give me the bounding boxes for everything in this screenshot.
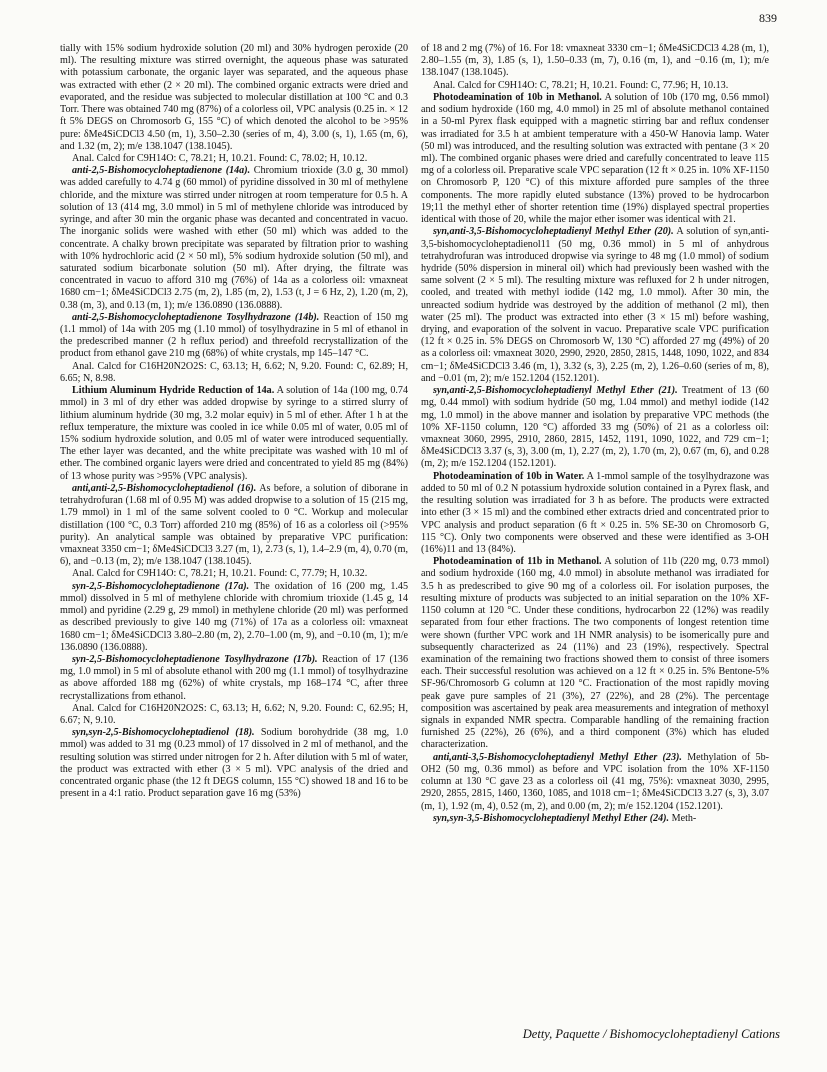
section-heading: syn-2,5-Bishomocycloheptadienone (17a).: [72, 580, 250, 592]
paragraph-body: The oxidation of 16 (200 mg, 1.45 mmol) dissolved in 5 ml of methylene chloride with chromium trioxide (1.45 g, 14 mmol) and pyridine (2.29 g, 29 mmol) in methylene chloride (20 ml) was performed as described previously to give 140 mg (71%) of 17a as a colorless oil: νmaxneat 1680 cm−1; δMe4SiCDCl3 3.80–2.80 (m, 2), 2.70–1.00 (m, 9), and −0.10 (m, 1); m/e 136.0890 (136.0888).: [60, 580, 408, 653]
paragraph-body: Reaction of 17 (136 mg, 1.0 mmol) in 5 ml of absolute ethanol with 200 mg (1.1 mmol) of tosylhydrazine as above afforded 188 mg (62%) of white crystals, mp 168–174 °C, after three recrystallizations from ethanol.: [60, 653, 409, 702]
section-heading: syn-2,5-Bishomocycloheptadienone Tosylhydrazone (17b).: [72, 653, 318, 665]
section-heading: Photodeamination of 10b in Water.: [433, 470, 585, 482]
paragraph-body: A solution of syn,anti-3,5-bishomocycloheptadienol11 (50 mg, 0.36 mmol) in 5 ml of anhydrous tetrahydrofuran was introduced dropwise via syringe to 48 mg (1.0 mmol) of sodium hydride (50% dispersion in mineral oil) which had previously been washed with the same solvent (2 × 5 ml). The resulting mixture was refluxed for 2 h under nitrogen, cooled, and treated with methyl iodide (142 mg, 1.0 mmol). After 30 min, the unreacted sodium hydride was destroyed by the addition of methanol (2 ml), then water (25 ml). The product was extracted into ether (3 × 15 ml) before washing, drying, and evaporation of the solvent in vacuo. Preparative scale VPC purification (12 ft × 0.25 in. 5% DEGS on Chromosorb W, 130 °C) afforded 27 mg (49%) of 20 as a colorless oil: νmaxneat 3020, 2990, 2920, 2850, 2815, 1448, 1090, 1022, and 834 cm−1; δMe4SiCDCl3 3.46 (m, 1), 3.32 (s, 3), 2.25 (m, 2), 1.26–0.60 (series of m, 8), and −0.01 (m, 2); m/e 152.1204 (152.1201).: [421, 226, 769, 384]
section-heading: syn,anti-2,5-Bishomocycloheptadienyl Methyl Ether (21).: [433, 385, 678, 397]
paragraph: [421, 813, 769, 825]
paragraph: Anal. Calcd for C16H20N2O2S: C, 63.13; H, 6.62; N, 9.20. Found: C, 62.89; H, 6.65; N, 8.98.: [60, 360, 408, 384]
paragraph: [421, 471, 769, 557]
left-column: [60, 43, 408, 801]
paragraph: tially with 15% sodium hydroxide solution (20 ml) and 30% hydrogen peroxide (20 ml). The resulting mixture was stirred overnight, the aqueous phase was saturated with potassium carbonate, the organic layer was separated, and the aqueous phase was extracted with ether (2 × 20 ml). The combined organic extracts were dried and evaporated, and the residue was subjected to molecular distillation at 100 °C and 0.3 Torr. There was obtained 740 mg (87%) of a colorless oil, VPC analysis (0.25 in. × 12 ft 5% DEGS on Chromosorb G, 155 °C) of which denoted the alcohol to be >95% pure: δMe4SiCDCl3 4.50 (m, 1), 3.50–2.30 (series of m, 4), 3.00 (s, 1), 1.65 (m, 6), and 1.32 (m, 2); m/e 138.1047 (138.1045).: [60, 43, 408, 152]
paragraph: [60, 483, 408, 569]
paragraph-body: A 1-mmol sample of the tosylhydrazone was added to 50 ml of 0.2 N potassium hydroxide solution contained in a Pyrex flask, and the resulting solution was irradiated for 3 h as before. The products were extracted into ether (3 × 15 ml) and the combined ether extracts dried and concentrated prior to VPC analysis and product separation (6 ft × 0.25 in. 5% SE-30 on Chromosorb G, 115 °C). Only two components were observed and these were identified as 3-OH (16%)11 and 13 (84%).: [421, 470, 770, 555]
section-heading: anti-2,5-Bishomocycloheptadienone Tosylhydrazone (14b).: [72, 311, 320, 323]
page-number: 839: [759, 11, 777, 25]
section-heading: syn,syn-3,5-Bishomocycloheptadienyl Methyl Ether (24).: [433, 812, 670, 824]
paragraph-body: Reaction of 150 mg (1.1 mmol) of 14a with 205 mg (1.10 mmol) of tosylhydrazine in 5 ml of ethanol in the predescribed manner (2 h reflux period) and threefold recrystallization of the product from ethanol gave 210 mg (68%) of white crystals, mp 145–147 °C.: [60, 311, 408, 360]
paragraph-body: Sodium borohydride (38 mg, 1.0 mmol) was added to 31 mg (0.23 mmol) of 17 dissolved in 2 ml of methanol, and the resulting solution was stirred under nitrogen for 2 h. After dilution with 5 ml of water, the product was extracted with ether (3 × 5 ml). VPC analysis of the dried and concentrated organic phase (the 12 ft DEGS column, 155 °C) showed 18 and 16 to be present in a 4:1 ratio. Product separation gave 16 mg (53%): [60, 727, 408, 800]
paragraph: [421, 556, 769, 752]
paragraph-body: As before, a solution of diborane in tetrahydrofuran (1.68 ml of 0.95 M) was added dropwise to a solution of 15 (215 mg, 1.79 mmol) in 1 ml of the same solvent cooled to 0 °C. Workup and molecular distillation (100 °C, 0.3 Torr) afforded 210 mg (85%) of 16 as a colorless oil (>95% purity). An analytical sample was obtained by preparative VPC purification: νmaxneat 3350 cm−1; δMe4SiCDCl3 3.27 (m, 1), 2.73 (s, 1), 1.4–2.9 (m, 4), 0.70 (m, 6), and −0.13 (m, 2); m/e 138.1047 (138.1045).: [60, 482, 408, 568]
paragraph: [60, 385, 408, 483]
paragraph-body: A solution of 14a (100 mg, 0.74 mmol) in 3 ml of dry ether was added dropwise by syringe to a stirred slurry of lithium aluminum hydride (30 mg, 3.2 molar equiv) in 5 ml of ether. After 1 h at the reflux temperature, the mixture was cooled in ice while 0.05 ml of water, 0.05 ml of 15% sodium hydroxide solution, and 0.05 ml of water were introduced sequentially. The ether layer was decanted, and the white precipitate was washed with 10 ml of ether. The combined organic layers were dried and concentrated to yield 85 mg (84%) of 13 whose purity was >95% (VPC analysis).: [60, 385, 408, 482]
section-heading: anti,anti-3,5-Bishomocycloheptadienyl Methyl Ether (23).: [433, 751, 682, 763]
paragraph-body: Chromium trioxide (3.0 g, 30 mmol) was added carefully to 4.74 g (60 mmol) of pyridine dissolved in 30 ml of methylene chloride, and the mixture was stirred under nitrogen at room temperature for 0.5 h. A solution of 13 (414 mg, 3.0 mmol) in 5 ml of methylene chloride was introduced by syringe, and after 30 min the organic phase was decanted and concentrated in vacuo. The inorganic solids were washed with ether (50 ml) which was added to the concentrate. A chalky brown precipitate was separated by filtration prior to washing with 10% hydrochloric acid (2 × 50 ml), 5% sodium hydroxide solution (50 ml), and saturated sodium bicarbonate solution (50 ml). After drying, the filtrate was concentrated in vacuo to afford 310 mg (76%) of 14a as a colorless oil: νmaxneat 1680 cm−1; δMe4SiCDCl3 2.75 (m, 2), 1.85 (m, 2), 1.53 (t, J = 6 Hz, 2), 1.20 (m, 2), 0.38 (m, 3), and 0.13 (m, 1); m/e 136.0890 (136.0888).: [60, 165, 408, 311]
section-heading: Lithium Aluminum Hydride Reduction of 14a.: [72, 385, 275, 397]
section-heading: Photodeamination of 11b in Methanol.: [433, 556, 602, 568]
paragraph: [60, 165, 408, 312]
right-column: [421, 43, 769, 825]
paragraph-body: Meth-: [671, 812, 697, 824]
paragraph: [60, 727, 408, 800]
section-heading: Photodeamination of 10b in Methanol.: [433, 91, 602, 103]
running-footer: Detty, Paquette / Bishomocycloheptadienyl Cations: [522, 1027, 780, 1041]
paragraph: [421, 92, 769, 226]
paragraph-body: Methylation of 5b-OH2 (50 mg, 0.36 mmol) as before and VPC isolation from the 10% XF-1150 column at 130 °C gave 23 as a colorless oil (41 mg, 75%): νmaxneat 3030, 2995, 2920, 2855, 2815, 1460, 1360, 1085, and 1018 cm−1; δMe4SiCDCl3 3.27 (s, 3), 3.07 (m, 1), 1.92 (m, 4), 0.52 (m, 2), and 0.00 (m, 2); m/e 152.1204 (152.1201).: [421, 751, 769, 812]
paragraph: [421, 752, 769, 813]
section-heading: anti-2,5-Bishomocycloheptadienone (14a).: [72, 165, 251, 177]
paragraph: Anal. Calcd for C9H14O: C, 78.21; H, 10.21. Found: C, 77.79; H, 10.32.: [72, 568, 368, 580]
paragraph: Anal. Calcd for C16H20N2O2S: C, 63.13; H, 6.62; N, 9.20. Found: C, 62.95; H, 6.67; N, 9.10.: [60, 702, 408, 727]
paragraph-body: Treatment of 13 (60 mg, 0.44 mmol) with sodium hydride (50 mg, 1.04 mmol) and methyl iodide (142 mg, 1.0 mmol) in the above manner and isolation by preparative VPC methods (the 10% XF-1150 column, 120 °C) afforded 33 mg (50%) of 21 as a colorless oil: νmaxneat 3060, 2995, 2910, 2860, 2815, 1452, 1191, 1090, 1022, and 729 cm−1; δMe4SiCDCl3 3.37 (s, 3), 3.00 (m, 1), 2.27 (m, 2), 1.70 (m, 2), 0.67 (m, 6), and 0.28 (m, 2); m/e 152.1204 (152.1201).: [421, 385, 769, 470]
section-heading: syn,syn-2,5-Bishomocycloheptadienol (18).: [72, 727, 255, 739]
paragraph-body: A solution of 11b (220 mg, 0.73 mmol) and sodium hydroxide (160 mg, 4.0 mmol) in absolute methanol was irradiated for 3.5 h as predescribed to give 90 mg of a colorless oil. For isolation purposes, the resulting mixture of products was subjected to an initial separation on the 10% XF-1150 column at 120 °C. Under these conditions, hydrocarbon 22 (12%) was readily separated from four ether fractions. The two components of longest retention time were shown (further VPC work and 1H NMR analysis) to be isomerically pure and subsequently characterized as 24 (11%) and 23 (19%), respectively. Spectral examination of the remaining two fractions showed them to consist of three isomers each. Their successful resolution was achieved on a 12 ft × 0.25 in. 5% Bentone-5% SF-96/Chromosorb G column at 120 °C. Fractionation of the most rapidly moving peak gave pure samples of 21 (3%), 27 (22%), and 28 (2%). The percentage composition was ascertained by peak area measurements and integration of methoxyl signals in expanded NMR spectra. Comparable handling of the remaining fraction furnished 25 (22%), 26 (6%), and a third component (3%) which has eluded characterization.: [421, 556, 770, 751]
paragraph: of 18 and 2 mg (7%) of 16. For 18: νmaxneat 3330 cm−1; δMe4SiCDCl3 4.28 (m, 1), 2.80–1.55 (m, 3), 1.85 (s, 1), 1.50–0.33 (m, 7), 0.16 (m, 1), and −0.16 (m, 1); m/e 138.1047 (138.1045).: [421, 43, 769, 79]
paragraph: [60, 654, 408, 703]
paragraph-body: A solution of 10b (170 mg, 0.56 mmol) and sodium hydroxide (160 mg, 4.0 mmol) in 25 ml of absolute methanol contained in a 50-ml Pyrex flask equipped with a magnetic stirring bar and reflux condenser was irradiated for 3.5 h at ambient temperature with a 450-W Hanovia lamp. Water (50 ml) was introduced, and the resulting solution was extracted with pentane (3 × 20 ml). The combined organic phases were dried and carefully concentrated to leave 115 mg of a colorless oil. Preparative scale VPC separation (12 ft × 0.25 in. 10% XF-1150 on Chromosorb P, 120 °C) of this mixture afforded pure samples of the three components. The more rapidly eluted substance (13%) proved to be hydrocarbon 19;11 the methyl ether of shorter retention time (19%) displayed spectral properties identical with those of 20, while the major ether isomer was identical with 21.: [421, 91, 769, 226]
paragraph: [421, 385, 769, 471]
paragraph: [60, 312, 408, 361]
section-heading: anti,anti-2,5-Bishomocycloheptadienol (16).: [72, 482, 257, 494]
paragraph: Anal. Calcd for C9H14O: C, 78.21; H, 10.21. Found: C, 78.02; H, 10.12.: [72, 152, 368, 164]
paragraph: [60, 581, 408, 654]
paragraph: [421, 226, 769, 385]
paragraph: Anal. Calcd for C9H14O: C, 78.21; H, 10.21. Found: C, 77.96; H, 10.13.: [433, 79, 729, 91]
section-heading: syn,anti-3,5-Bishomocycloheptadienyl Methyl Ether (20).: [433, 226, 674, 238]
